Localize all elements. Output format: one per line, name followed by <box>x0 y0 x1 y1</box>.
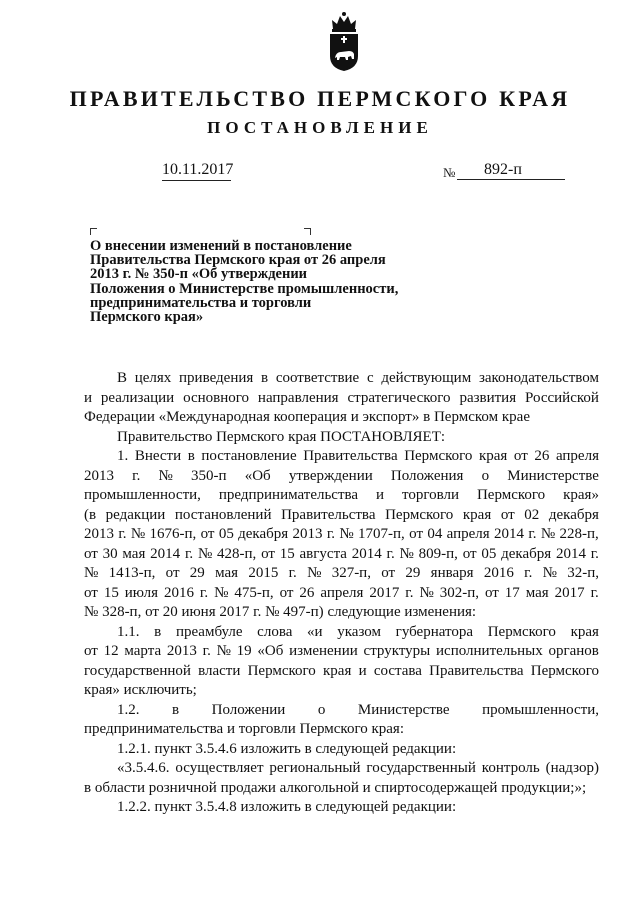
body-word: (надзор) <box>545 760 599 776</box>
body-word: № <box>216 643 231 659</box>
body-word: Правительства <box>429 662 524 679</box>
body-word: промышленности, <box>84 487 201 503</box>
body-line <box>84 701 599 721</box>
body-word: г. <box>132 467 141 484</box>
body-word: от <box>409 526 423 542</box>
body-word: Пермского <box>476 487 546 503</box>
body-word: розничной <box>148 779 221 796</box>
body-word: Положении <box>211 701 286 718</box>
body-word: от <box>84 545 98 562</box>
body-word: г. <box>528 526 537 542</box>
body-word: осуществляет <box>175 760 264 776</box>
body-word: Пермского <box>299 721 372 737</box>
body-word: целях <box>134 370 172 386</box>
body-word: от <box>462 545 477 562</box>
body-word: торговли <box>238 721 300 737</box>
body-word: Пермского <box>385 506 454 523</box>
body-line <box>84 467 599 487</box>
body-word: 2016 <box>163 584 194 601</box>
body-word: декабря <box>548 506 599 523</box>
body-word: постановлений <box>174 506 272 523</box>
body-word: № <box>84 565 99 581</box>
body-word: от <box>381 565 396 581</box>
body-word: № <box>84 604 103 620</box>
body-word: Министерстве <box>357 701 450 718</box>
body-word: 2014 <box>494 526 525 542</box>
body-word: и <box>358 662 367 679</box>
body-word: г. <box>118 526 127 542</box>
body-line <box>84 681 599 701</box>
body-word: алкогольной <box>279 779 363 796</box>
body-word: г. <box>405 584 414 601</box>
subject-line: О внесении изменений в постановление <box>90 238 352 254</box>
body-word: Правительства <box>281 506 376 523</box>
body-word: края <box>570 623 599 640</box>
body-word: 1707-п, <box>358 526 405 542</box>
body-line <box>84 720 599 740</box>
body-word: и <box>376 487 385 503</box>
body-word: от <box>279 584 294 601</box>
body-word: 2014 <box>555 545 586 562</box>
body-word: 04 <box>427 526 443 542</box>
body-word: г. <box>199 584 209 601</box>
body-word: исполнительных <box>436 643 543 659</box>
body-word: реализации <box>100 389 175 406</box>
body-word: слова <box>257 623 293 640</box>
body-word: 15 <box>103 584 119 601</box>
body-word: № <box>197 545 213 562</box>
body-word: спиртосодержащей <box>374 779 502 796</box>
body-word: в <box>261 370 269 386</box>
body-word: структуры <box>363 643 431 659</box>
body-word: 2013 <box>166 643 197 659</box>
body-word: пункт <box>154 799 196 815</box>
body-word: утверждении <box>288 467 373 484</box>
body-word: № <box>399 545 414 562</box>
subject-line: Положения о Министерстве промышленности, <box>90 280 399 297</box>
body-line <box>84 798 599 818</box>
body-word: продажи <box>220 779 280 796</box>
body-word: 475-п, <box>234 584 274 601</box>
body-line <box>84 642 599 662</box>
body-word: контроль <box>481 760 540 776</box>
body-word: от <box>513 448 528 464</box>
body-word: Министерстве <box>507 467 599 484</box>
body-word: 302-п, <box>439 584 480 601</box>
body-word: Правительства <box>303 448 398 464</box>
body-word: № <box>158 467 173 484</box>
body-word: законодательством <box>478 370 599 386</box>
subject-line: предпринимательства и торговли <box>90 294 312 311</box>
body-word: редакции: <box>392 740 457 757</box>
body-word: «3.5.4.6. <box>117 760 170 776</box>
body-line <box>84 525 599 545</box>
subject-line: 2013 г. № 350-п «Об утверждении <box>90 266 308 283</box>
body-word: государственный <box>366 760 476 776</box>
body-word: изложить <box>240 799 305 815</box>
body-word: 1676-п, <box>149 526 197 542</box>
body-word: 1.2.1. <box>117 740 155 757</box>
body-word: апреля <box>555 448 599 464</box>
body-word: от <box>165 565 180 581</box>
body-line <box>84 564 599 584</box>
body-word: 02 <box>524 506 540 523</box>
document-subject <box>90 239 420 324</box>
body-word: мая <box>525 584 549 601</box>
body-word: 26 <box>534 448 550 464</box>
body-word: ПОСТАНОВЛЯЕТ: <box>320 428 446 445</box>
body-word: органов <box>548 643 599 659</box>
body-word: и <box>84 389 93 406</box>
body-word: края: <box>371 721 404 737</box>
body-word: г. <box>386 545 395 562</box>
body-word: Пермского <box>404 448 473 464</box>
body-word: изменения: <box>404 604 477 620</box>
body-word: основного <box>183 389 250 406</box>
body-word: 328-п, <box>102 604 146 620</box>
document-body <box>84 369 599 818</box>
body-word: развития <box>459 389 517 406</box>
body-word: от <box>500 506 515 523</box>
body-word: в <box>187 448 195 464</box>
body-word: промышленности, <box>482 701 599 718</box>
number-sign: № <box>443 165 456 180</box>
body-word: 1.2. <box>117 701 140 718</box>
body-word: 19 <box>236 643 252 659</box>
body-word: (в <box>84 506 97 523</box>
body-word: 05 <box>218 526 234 542</box>
body-word: Российской <box>525 389 599 406</box>
body-line <box>84 486 599 506</box>
body-word: края» <box>563 487 599 503</box>
body-word: Пермского <box>216 428 289 445</box>
body-word: августа <box>299 545 347 562</box>
subject-bracket-right <box>304 228 311 235</box>
body-line <box>84 584 599 604</box>
body-line <box>84 603 599 623</box>
body-word: апреля <box>320 584 364 601</box>
body-word: 15 <box>279 545 295 562</box>
body-line <box>84 447 599 467</box>
body-word: 2017 <box>369 584 400 601</box>
body-word: г. <box>184 545 194 562</box>
body-word: с <box>366 370 374 386</box>
body-word: г. <box>590 545 599 562</box>
body-word: декабря <box>501 545 552 562</box>
body-word: 2017 <box>554 584 585 601</box>
body-word: мая <box>122 545 146 562</box>
body-word: региональный <box>269 760 361 776</box>
body-word: в <box>84 779 95 796</box>
body-word: 809-п, <box>418 545 458 562</box>
body-word: соответствие <box>275 370 360 386</box>
document-number: 892-п <box>484 161 522 178</box>
body-word: края <box>462 506 492 523</box>
body-word: 3.5.4.6 <box>195 740 241 757</box>
body-word: изменении <box>289 643 358 659</box>
body-word: от <box>261 545 275 562</box>
subject-line: Правительства Пермского края от 26 апреля <box>90 252 386 269</box>
body-word: Федерации <box>84 409 159 425</box>
body-word: Пермского <box>530 662 599 679</box>
body-word: № <box>419 584 434 601</box>
body-word: г. <box>253 604 266 620</box>
body-word: № <box>307 565 322 581</box>
body-word: 497-п) <box>283 604 328 620</box>
body-word: края <box>478 448 508 464</box>
document-type: ПОСТАНОВЛЕНИЕ <box>207 118 433 137</box>
body-word: 05 <box>481 545 497 562</box>
body-word: 350-п <box>191 467 227 484</box>
body-word: от <box>200 526 215 542</box>
body-word: в <box>304 799 316 815</box>
body-word: января <box>430 565 474 581</box>
body-word: 428-п, <box>217 545 257 562</box>
body-word: преамбуле <box>175 623 243 640</box>
body-line <box>84 623 599 643</box>
body-word: следующей <box>315 799 393 815</box>
body-word: 2013 <box>84 526 114 542</box>
body-word: в <box>172 701 180 718</box>
body-word: 26 <box>299 584 315 601</box>
body-word: приведения <box>179 370 254 386</box>
body-word: 29 <box>189 565 205 581</box>
body-word: 32-п, <box>567 565 599 581</box>
body-word: области <box>94 779 149 796</box>
body-word: 228-п, <box>559 526 599 542</box>
body-word: губернатора <box>395 623 474 640</box>
body-word: 2016 <box>483 565 514 581</box>
body-line <box>84 740 599 760</box>
body-word: состава <box>373 662 422 679</box>
body-word: «Международная <box>158 409 274 425</box>
body-word: 30 <box>102 545 118 562</box>
body-word: продукции;»; <box>501 779 587 796</box>
body-line <box>84 759 599 779</box>
body-word: и <box>362 779 375 796</box>
body-word: крае <box>501 409 530 425</box>
body-word: редакции <box>105 506 166 523</box>
body-line <box>84 428 599 448</box>
body-word: г. <box>524 565 533 581</box>
body-word: 1.1. <box>117 623 140 640</box>
body-word: «Об <box>244 467 271 484</box>
body-word: 2015 <box>248 565 279 581</box>
subject-bracket-left <box>90 228 97 235</box>
body-word: от <box>484 584 499 601</box>
body-line <box>84 662 599 682</box>
body-word: г. <box>288 565 297 581</box>
body-word: от <box>145 604 163 620</box>
body-word: 2013 <box>84 467 114 484</box>
body-word: власти <box>198 662 241 679</box>
body-word: от <box>84 584 98 601</box>
body-word: кооперация <box>273 409 351 425</box>
subject-line: Пермского края» <box>90 309 204 326</box>
government-title: ПРАВИТЕЛЬСТВО ПЕРМСКОГО КРАЯ <box>69 86 571 111</box>
body-line <box>84 506 599 526</box>
body-word: 3.5.4.8 <box>195 799 241 815</box>
body-word: о <box>317 701 326 718</box>
body-word: изложить <box>240 740 305 757</box>
body-line <box>84 779 599 799</box>
body-word: № <box>214 584 229 601</box>
body-word: № <box>540 526 556 542</box>
body-word: предпринимательства <box>218 487 359 503</box>
body-word: «Об <box>257 643 284 659</box>
body-word: экспорт» <box>362 409 424 425</box>
body-word: пункт <box>154 740 196 757</box>
body-word: края <box>323 662 352 679</box>
body-word: 2014 <box>150 545 181 562</box>
body-word: декабря <box>238 526 289 542</box>
body-word: в <box>423 409 434 425</box>
body-word: 2014 <box>351 545 382 562</box>
body-word: № <box>542 565 557 581</box>
body-word: № <box>339 526 354 542</box>
body-word: Внести <box>134 448 182 464</box>
body-word: редакции: <box>392 799 457 815</box>
body-word: 1. <box>117 448 129 464</box>
body-word: 17 <box>504 584 520 601</box>
body-word: торговли <box>401 487 460 503</box>
body-word: следующие <box>327 604 405 620</box>
body-word: края» <box>84 682 124 698</box>
body-word: 20 <box>162 604 182 620</box>
body-word: следующей <box>315 740 393 757</box>
coat-of-arms-icon <box>327 10 361 72</box>
body-word: июля <box>124 584 159 601</box>
body-word: Правительство <box>117 428 217 445</box>
body-line <box>84 369 599 389</box>
body-word: 12 <box>103 643 119 659</box>
body-word: в <box>304 740 316 757</box>
body-word: края <box>288 428 321 445</box>
body-word: о <box>481 467 490 484</box>
body-word: Пермского <box>247 662 316 679</box>
body-word: № <box>130 526 146 542</box>
body-word: г. <box>590 584 599 601</box>
body-word: г. <box>326 526 336 542</box>
body-word: июня <box>181 604 220 620</box>
body-word: государственной <box>84 662 191 679</box>
body-word: стратегического <box>347 389 451 406</box>
body-word: 2017 <box>219 604 254 620</box>
body-word: и <box>350 409 363 425</box>
body-word: 2013 <box>292 526 323 542</box>
body-word: мая <box>215 565 239 581</box>
body-word: и <box>226 721 239 737</box>
body-word: Пермском <box>433 409 502 425</box>
body-word: исключить; <box>123 682 197 698</box>
body-word: в <box>154 623 162 640</box>
body-word: марта <box>124 643 162 659</box>
body-word: г. <box>202 643 211 659</box>
body-word: предпринимательства <box>84 721 227 737</box>
body-word: «и <box>307 623 323 640</box>
body-word: указом <box>337 623 381 640</box>
body-word: постановление <box>201 448 297 464</box>
body-word: № <box>265 604 284 620</box>
body-word: от <box>84 643 98 659</box>
body-word: 29 <box>405 565 421 581</box>
document-date: 10.11.2017 <box>162 160 231 181</box>
body-word: Положения <box>390 467 464 484</box>
body-word: 327-п, <box>331 565 371 581</box>
body-word: 1413-п, <box>108 565 156 581</box>
body-word: действующим <box>381 370 472 386</box>
body-word: апреля <box>446 526 490 542</box>
body-word: 1.2.2. <box>117 799 155 815</box>
body-line <box>84 408 599 428</box>
body-line <box>84 389 599 409</box>
body-word: направления <box>257 389 339 406</box>
body-word: Пермского <box>487 623 556 640</box>
body-line <box>84 545 599 565</box>
body-word: В <box>117 370 128 386</box>
